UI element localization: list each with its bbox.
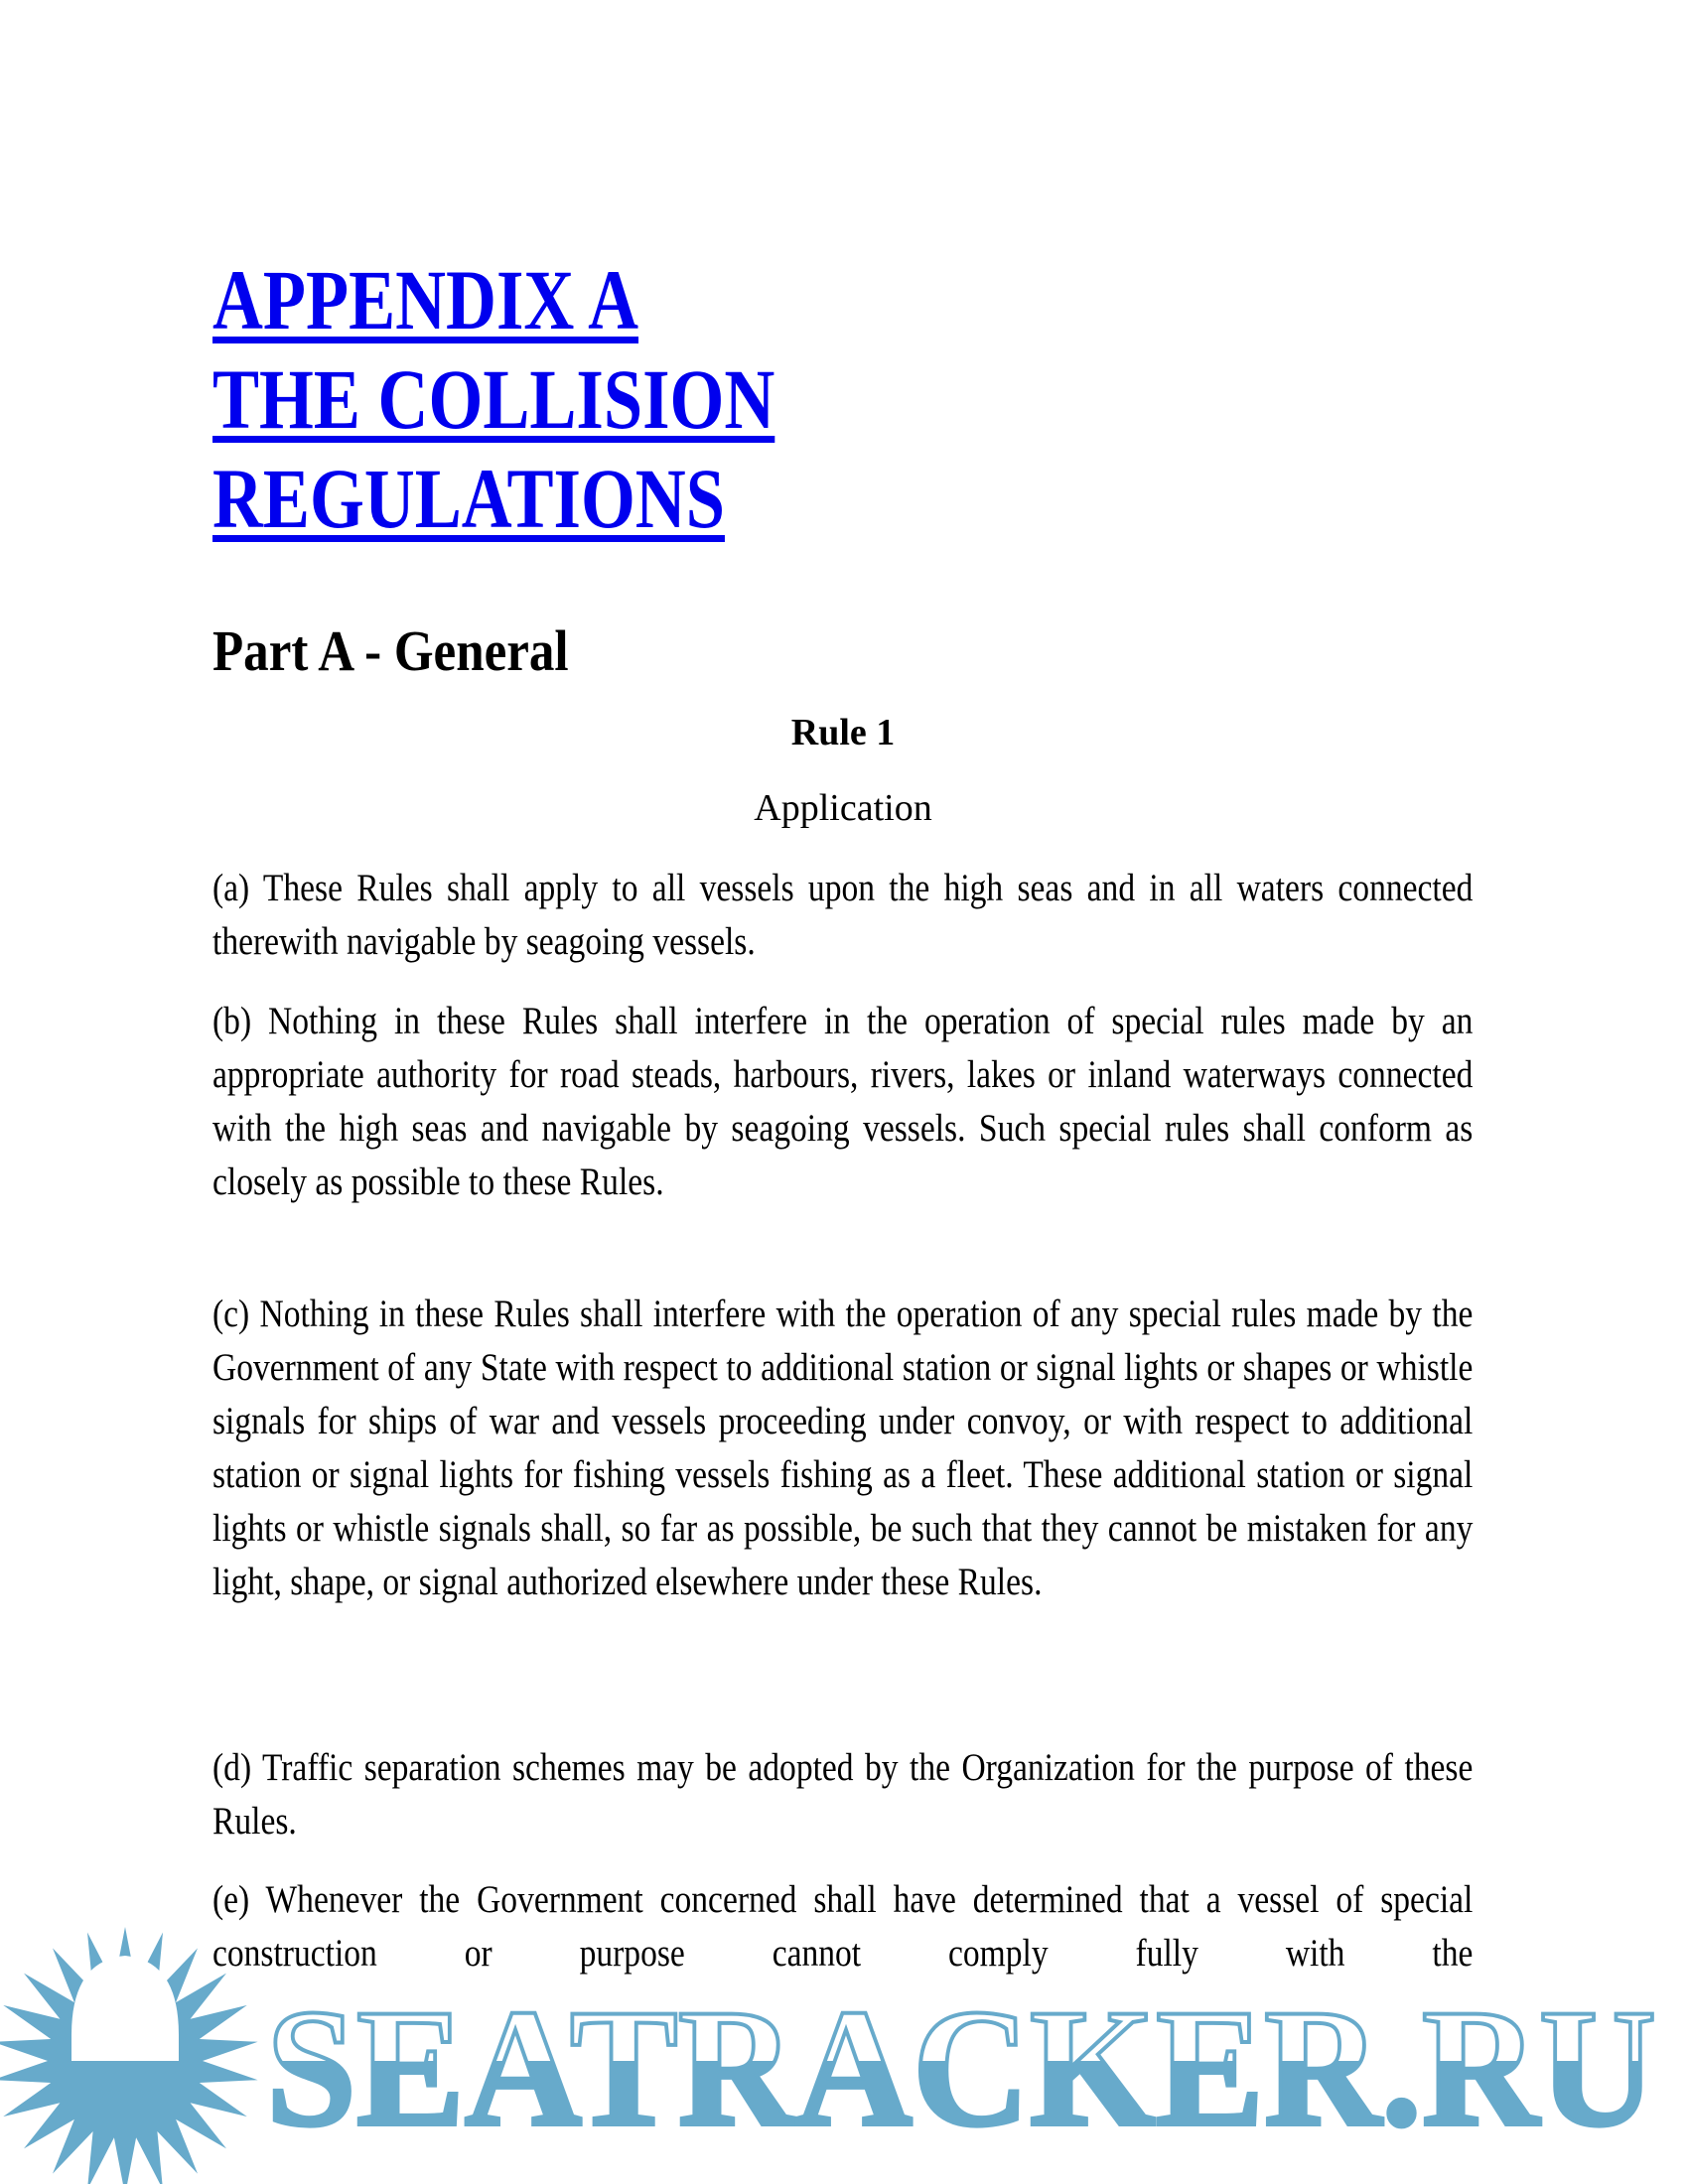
seatracker-watermark [0, 1916, 1688, 2184]
rule-title: Application [754, 787, 932, 829]
paragraph-c: (c) Nothing in these Rules shall interfere with the operation of any special rules made by the Government of any State with respect to additional station or signal lights or shapes or whistle signals for ships of war and vessels proceeding under convoy, or with respect to additional station or signal lights for fishing vessels fishing as a fleet. These additional station or signal lights or whistle signals shall, so far as possible, be such that they cannot be mistaken for any light, shape, or signal authorized elsewhere under these Rules. [212, 1293, 1474, 1603]
paragraph-a: (a) These Rules shall apply to all vessels upon the high seas and in all waters connected therewith navigable by seagoing vessels. [212, 867, 1474, 963]
title-line[interactable]: APPENDIX A [212, 252, 639, 347]
paragraph-e: (e) Whenever the Government concerned shall have determined that a vessel of special construction or purpose cannot comply fully with the [212, 1878, 1474, 1975]
rule-number: Rule 1 [790, 712, 896, 753]
watermark-text: SEATRACKER.RU [266, 1975, 1656, 2161]
appendix-title[interactable] [212, 250, 774, 548]
part-heading: Part A - General [212, 618, 569, 683]
title-line[interactable]: THE COLLISION [212, 351, 775, 447]
sun-logo-icon [0, 1927, 258, 2184]
paragraph-b: (b) Nothing in these Rules shall interfere in the operation of special rules made by an appropriate authority for road steads, harbours, rivers, lakes or inland waterways connected with the high seas and navigable by seagoing vessels. Such special rules shall conform as closely as possible to these Rules. [212, 1000, 1474, 1203]
title-line[interactable]: REGULATIONS [212, 451, 725, 546]
paragraph-d: (d) Traffic separation schemes may be adopted by the Organization for the purpose of these Rules. [212, 1746, 1474, 1843]
